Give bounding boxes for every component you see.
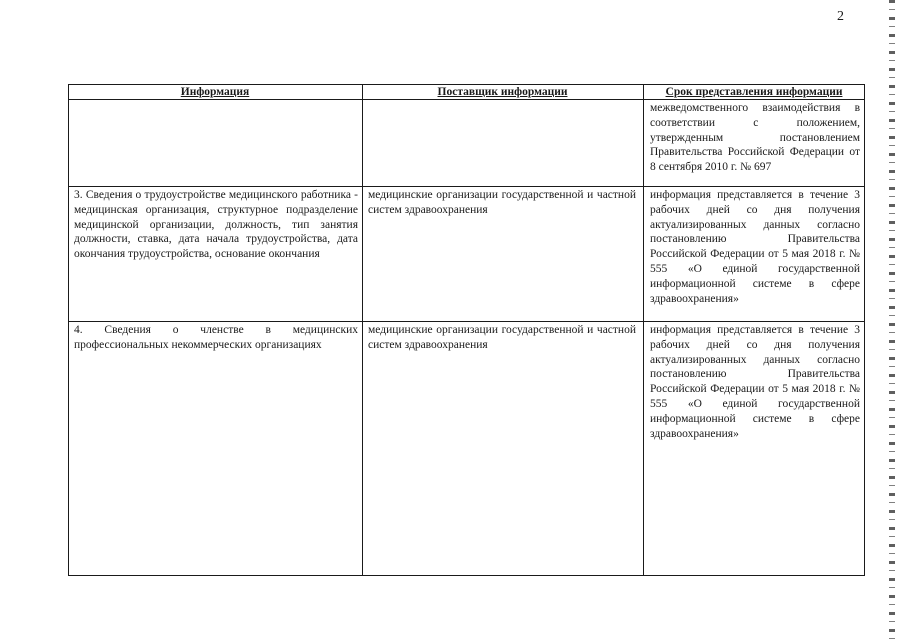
column-divider-1 — [362, 84, 363, 576]
page-number: 2 — [837, 9, 844, 24]
column-divider-2 — [643, 84, 644, 576]
row-4-information-cell: 4. Сведения о членстве в медицинских профессиональных некоммерческих организациях — [74, 324, 358, 351]
row-divider-1 — [68, 186, 865, 187]
row-3-deadline-cell: информация представляется в течение 3 рабочих дней со дня получения актуализированных данных согласно постановлению Правительства Российской Федерации от 5 мая 2018 г. № 555 «О единой государственной информационной системе в сфере здравоохранения» — [650, 189, 860, 305]
scan-edge-artifact — [889, 0, 895, 640]
row-3-provider-cell: медицинские организации государственной и частной систем здравоохранения — [368, 189, 636, 216]
header-information: Информация — [180, 86, 250, 98]
header-provider: Поставщик информации — [437, 86, 568, 98]
row-divider-2 — [68, 321, 865, 322]
row-4-provider-cell: медицинские организации государственной и частной систем здравоохранения — [368, 324, 636, 351]
header-divider — [68, 99, 865, 100]
header-deadline: Срок представления информации — [665, 86, 843, 98]
continuation-deadline-cell: межведомственного взаимодействия в соответствии с положением, утвержденным постановлением Правительства Российской Федерации от 8 сентября 2010 г. № 697 — [650, 102, 860, 174]
row-3-information-cell: 3. Сведения о трудоустройстве медицинского работника - медицинская организация, структурное подразделение медицинской организации, должность, тип занятия должности, ставка, дата начала трудоустройства, дата окончания трудоустройства, основание окончания — [74, 189, 358, 261]
row-4-deadline-cell: информация представляется в течение 3 рабочих дней со дня получения актуализированных данных согласно постановлению Правительства Российской Федерации от 5 мая 2018 г. № 555 «О единой государственной информационной системе в сфере здравоохранения» — [650, 324, 860, 440]
